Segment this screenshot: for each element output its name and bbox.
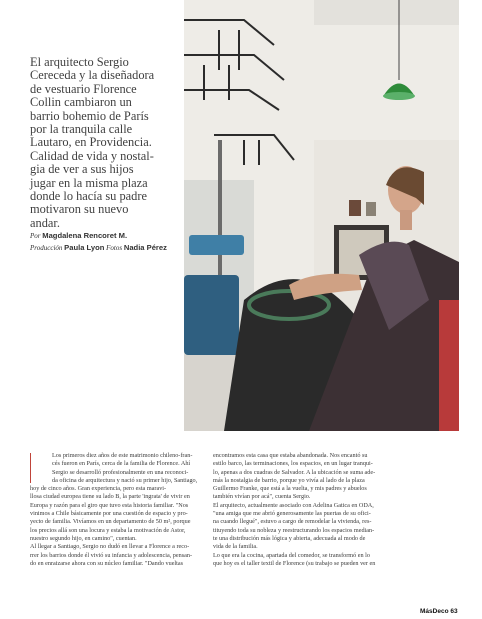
lede-line: Collin cambiaron un (30, 95, 132, 110)
body-line: lo, apenas a dos cuadras de Salvador. A la ubicación se suma ade- (213, 468, 376, 476)
lede-line: por la tranquila calle (30, 122, 133, 137)
producer-name: Paula Lyon (64, 243, 105, 252)
body-line: do en enraizarse ahora con su núcleo familiar. "Dando vueltas (30, 559, 184, 567)
lede-line: andar. (30, 215, 60, 230)
body-line: Los primeros diez años de este matrimonio chileno-fran- (52, 452, 193, 459)
body-line: "una amiga que me abrió generosamente las puertas de su ofici- (213, 510, 371, 518)
author-prefix: Por (30, 232, 41, 240)
page-folio: MásDeco 63 (420, 608, 458, 615)
body-line: los precios allá son una locura y estaba la motivación de Astor, (30, 526, 186, 534)
feature-photo (184, 0, 459, 431)
body-line: nuestro segundo hijo, en camino", cuentan. (30, 534, 137, 542)
body-line: Sergio se desarrolló profesionalmente en una reconoci- (52, 468, 189, 476)
body-line: más la nostalgia de barrio, porque yo vivía al lado de la plaza (213, 476, 365, 484)
lede-line: de vestuario Florence (30, 81, 137, 96)
lede-line: Lautaro, en Providencia. (30, 135, 152, 150)
body-line: Guillermo Franke, que está a la vuelta, y mis padres y abuelos (213, 485, 367, 493)
body-line: que hoy es el taller textil de Florence (su trabajo se pueden ver en (213, 559, 376, 567)
body-column-right (213, 452, 383, 568)
lede-line: jugar en la misma plaza (30, 175, 148, 190)
body-line: Al llegar a Santiago, Sergio no dudó en llevar a Florence a reco- (30, 543, 190, 551)
body-line: vida de la familia. (213, 543, 258, 551)
sewing-machine-head (189, 235, 244, 255)
body-column-left (30, 452, 200, 568)
body-line: Europa y razón para el giro que tuvo esta historia familiar. "Nos (30, 501, 189, 509)
body-line: El arquitecto, actualmente asociado con Adelina Gatica en ODA, (213, 501, 374, 509)
lede-line: Calidad de vida y nostal- (30, 148, 154, 163)
body-line: Lo que era la cocina, apartada del comedor, se transformó en lo (213, 551, 370, 559)
production-prefix: Producción (30, 244, 63, 252)
photographer-name: Nadia Pérez (123, 243, 167, 252)
lede-line: donde lo hacía su padre (30, 189, 147, 204)
author-credit (30, 230, 180, 242)
lede-line: motivaron su nuevo (30, 202, 129, 217)
article-credits (30, 230, 180, 254)
lede-line: barrio bohemio de París (30, 108, 149, 123)
body-line: encontramos esta casa que estaba abandonada. Nos encantó su (213, 452, 368, 459)
author-name: Magdalena Rencoret M. (42, 231, 128, 240)
body-line: rrer los barrios donde él vivió su infancia y adolescencia, pensan- (30, 551, 193, 559)
photo-illustration (184, 0, 459, 431)
body-line: estilo barco, las terminaciones, los espacios, en un lugar tranqui- (213, 460, 373, 468)
body-line: yecto de familia. Vivíamos en un departamento de 50 m², porque (30, 518, 191, 526)
body-line: tituyendo toda su nobleza y reestructurando los espacios median- (213, 526, 375, 534)
body-line: llosa ciudad europea tiene su lado B, la parte 'ingrata' de vivir en (30, 493, 190, 501)
body-line: na cuando llegué", estuvo a cargo de remodelar la vivienda, res- (213, 518, 372, 526)
body-line: también vivían por acá", cuenta Sergio. (213, 493, 311, 501)
lede-line: gia de ver a sus hijos (30, 162, 134, 177)
body-line: te una distribución más lógica y abierta, adecuada al modo de (213, 534, 366, 542)
lede-line: El arquitecto Sergio (30, 55, 129, 69)
body-line: cés fueron en París, cerca de la familia de Florence. Ahí (52, 460, 191, 468)
body-line: vinimos a Chile básicamente por una cuestión de espacio y pro- (30, 510, 188, 518)
photos-prefix: Fotos (106, 244, 123, 252)
lede-line: Cereceda y la diseñadora (30, 68, 155, 83)
production-credit (30, 242, 180, 254)
lede-paragraph (30, 56, 180, 230)
body-line: da oficina de arquitectura y nació su primer hijo, Santiago, (52, 476, 198, 484)
body-line: hoy de cinco años. Gran experiencia, pero esta maravi- (30, 485, 167, 493)
